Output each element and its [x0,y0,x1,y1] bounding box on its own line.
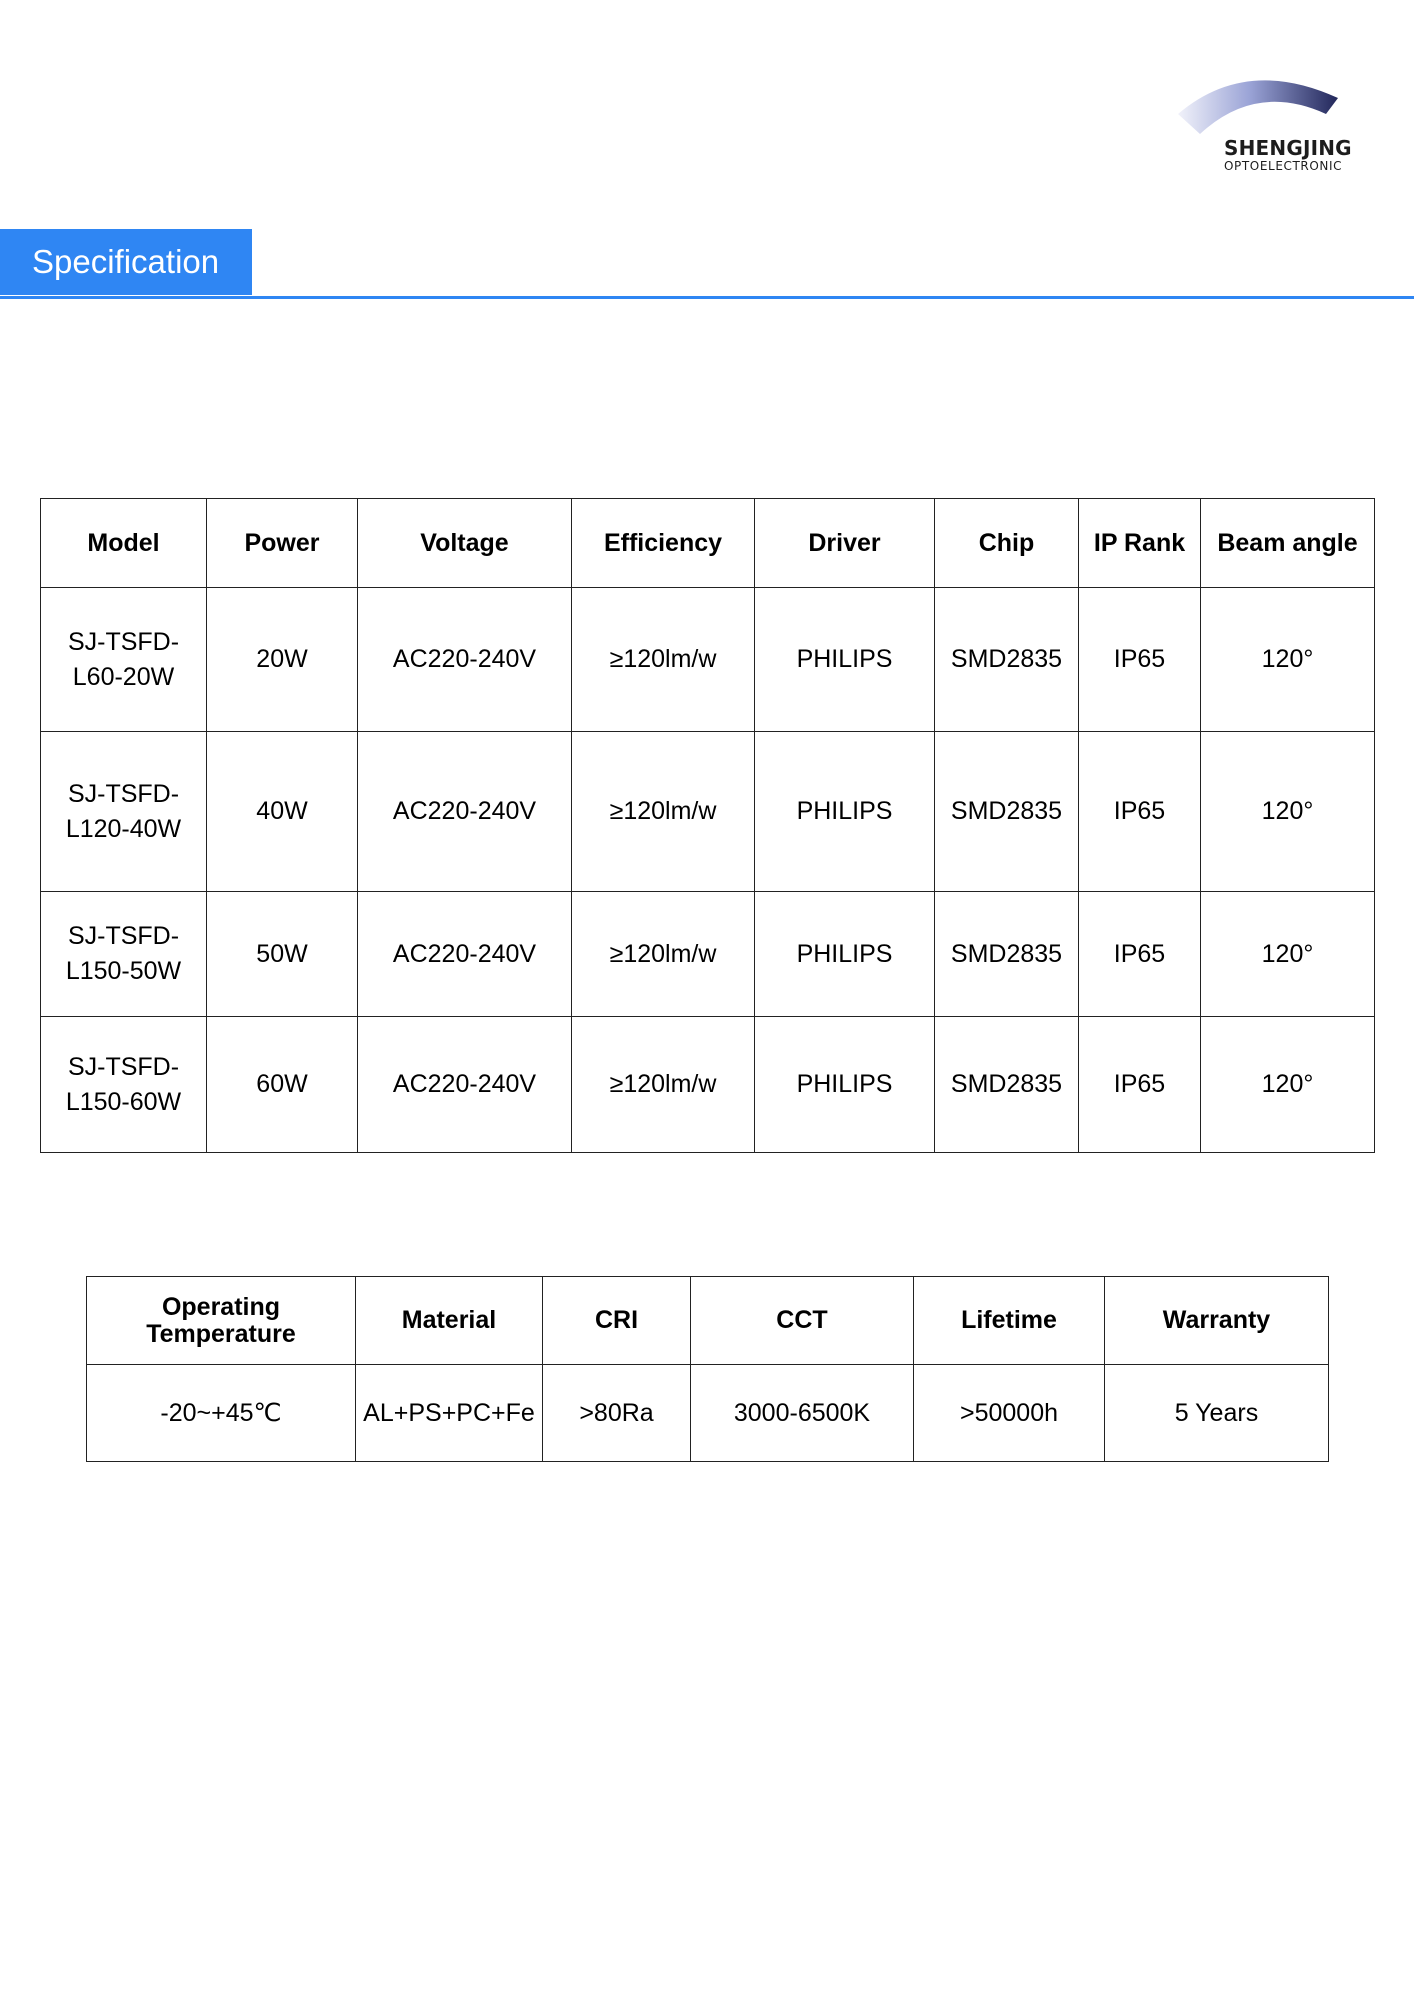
header-lifetime: Lifetime [914,1277,1105,1365]
cell-material: AL+PS+PC+Fe [356,1365,543,1462]
table-row [41,1017,1375,1153]
cell-driver: PHILIPS [755,732,935,892]
cell-power: 20W [207,588,358,732]
extra-header-row [87,1277,1329,1365]
logo-arc-icon [1176,78,1346,138]
cell-efficiency: ≥120lm/w [572,732,755,892]
header-ip-rank: IP Rank [1079,499,1201,588]
header-cri: CRI [543,1277,691,1365]
cell-driver: PHILIPS [755,588,935,732]
cell-ip-rank: IP65 [1079,1017,1201,1153]
header-warranty: Warranty [1105,1277,1329,1365]
cell-voltage: AC220-240V [358,892,572,1017]
table-row [87,1365,1329,1462]
company-logo [1176,78,1366,178]
extra-spec-table [86,1276,1329,1462]
header-beam-angle: Beam angle [1201,499,1375,588]
cell-power: 50W [207,892,358,1017]
cell-ip-rank: IP65 [1079,892,1201,1017]
cell-model: SJ-TSFD- L150-60W [41,1017,207,1153]
cell-efficiency: ≥120lm/w [572,892,755,1017]
header-chip: Chip [935,499,1079,588]
cell-cri: >80Ra [543,1365,691,1462]
cell-cct: 3000-6500K [691,1365,914,1462]
header-power: Power [207,499,358,588]
cell-chip: SMD2835 [935,732,1079,892]
cell-warranty: 5 Years [1105,1365,1329,1462]
cell-power: 40W [207,732,358,892]
cell-beam-angle: 120° [1201,732,1375,892]
cell-chip: SMD2835 [935,1017,1079,1153]
cell-driver: PHILIPS [755,1017,935,1153]
cell-ip-rank: IP65 [1079,588,1201,732]
table-row [41,732,1375,892]
header-driver: Driver [755,499,935,588]
section-title: Specification [0,229,252,295]
cell-power: 60W [207,1017,358,1153]
cell-efficiency: ≥120lm/w [572,1017,755,1153]
cell-voltage: AC220-240V [358,1017,572,1153]
header-efficiency: Efficiency [572,499,755,588]
brand-name: SHENGJING [1224,136,1352,160]
cell-voltage: AC220-240V [358,732,572,892]
brand-subtitle: OPTOELECTRONIC [1224,159,1343,173]
table-row [41,588,1375,732]
cell-chip: SMD2835 [935,892,1079,1017]
cell-model: SJ-TSFD- L120-40W [41,732,207,892]
header-voltage: Voltage [358,499,572,588]
cell-model: SJ-TSFD- L150-50W [41,892,207,1017]
cell-efficiency: ≥120lm/w [572,588,755,732]
cell-operating-temperature: -20~+45℃ [87,1365,356,1462]
cell-voltage: AC220-240V [358,588,572,732]
header-material: Material [356,1277,543,1365]
spec-table [40,498,1375,1153]
cell-driver: PHILIPS [755,892,935,1017]
cell-lifetime: >50000h [914,1365,1105,1462]
cell-model: SJ-TSFD- L60-20W [41,588,207,732]
cell-chip: SMD2835 [935,588,1079,732]
header-cct: CCT [691,1277,914,1365]
cell-beam-angle: 120° [1201,1017,1375,1153]
cell-beam-angle: 120° [1201,588,1375,732]
cell-ip-rank: IP65 [1079,732,1201,892]
header-model: Model [41,499,207,588]
header-operating-temperature: Operating Temperature [87,1277,356,1365]
cell-beam-angle: 120° [1201,892,1375,1017]
spec-header-row [41,499,1375,588]
table-row [41,892,1375,1017]
section-divider [0,296,1414,299]
